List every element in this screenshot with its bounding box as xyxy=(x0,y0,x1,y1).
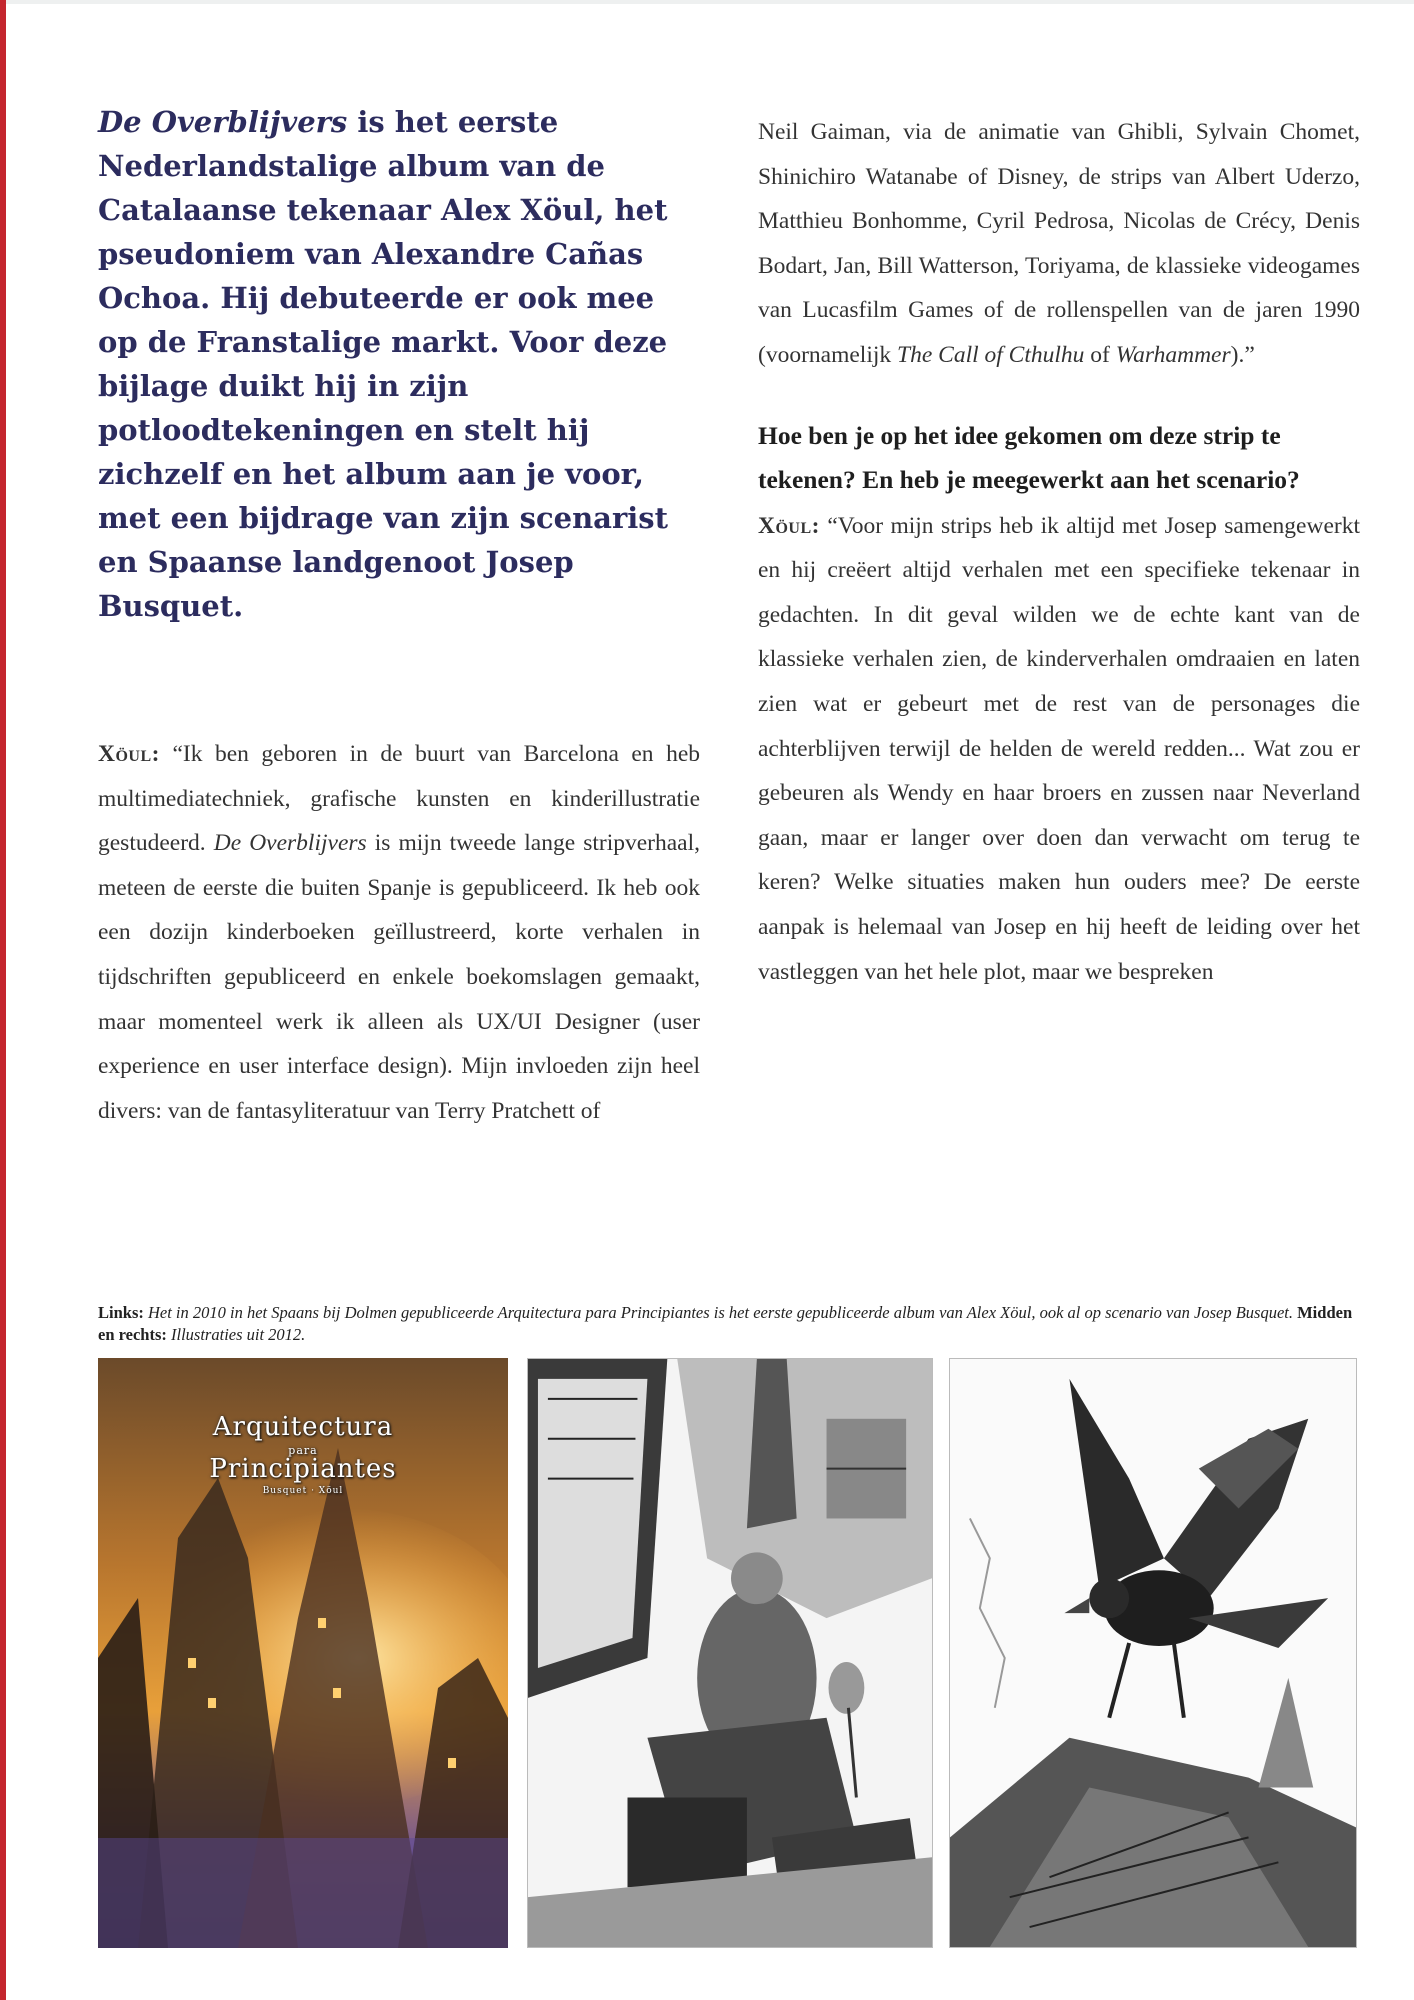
page-top-edge xyxy=(6,0,1414,4)
speaker-label: Xöul: xyxy=(758,512,820,539)
cover-title-line2: para xyxy=(288,1444,318,1457)
intro-text: is het eerste Nederlandstalige album van de Catalaanse tekenaar Alex Xöul, het pseudoniem van Alexandre Cañas Ochoa. Hij debuteerde er ook mee op de Franstalige markt. Voor deze bijlage duikt hij in zijn potloodtekeningen en stelt hij zichzelf en het album aan je voor, met een bijdrage van zijn scenarist en Spaanse landgenoot Josep Busquet. xyxy=(98,105,668,623)
cover-title-line3: Principiantes xyxy=(209,1454,397,1484)
cover-image-arquitectura xyxy=(98,1358,508,1948)
cover-credits: Busquet · Xöul xyxy=(262,1486,344,1496)
interview-answer-2 xyxy=(758,504,1360,995)
answer-text: “Ik ben geboren in de buurt van Barcelona en heb multimediatechniek, grafische kunsten en kinderillustratie gestudeerd. xyxy=(98,741,700,857)
caption-label-middle-right: Midden en rechts: xyxy=(98,1303,1353,1344)
album-title-inline: De Overblijvers xyxy=(213,830,367,857)
answer-text: of xyxy=(1084,341,1116,368)
ink-drawing-street xyxy=(528,1359,932,1947)
left-column xyxy=(98,100,700,1133)
caption-label-left: Links: xyxy=(98,1303,144,1322)
answer-text: Neil Gaiman, via de animatie van Ghibli, Sylvain Chomet, Shinichiro Watanabe of Disney, de strips van Albert Uderzo, Matthieu Bonhomme, Cyril Pedrosa, Nicolas de Crécy, Denis Bodart, Jan, Bill Watterson, Toriyama, de klassieke videogames van Lucasfilm Games of de rollenspellen van de jaren 1990 (voornamelijk xyxy=(758,119,1360,368)
illustration-street-scene xyxy=(527,1358,933,1948)
interview-answer-1-cont xyxy=(758,110,1360,378)
game-title: The Call of Cthulhu xyxy=(897,341,1085,368)
intro-paragraph xyxy=(98,100,700,628)
answer-text: ).” xyxy=(1230,341,1255,368)
interview-question: Hoe ben je op het idee gekomen om deze strip te tekenen? En heb je meegewerkt aan het scenario? xyxy=(758,420,1300,494)
caption-text: Het in 2010 in het Spaans bij Dolmen gepubliceerde Arquitectura para Principiantes is het eerste gepubliceerde album van Alex Xöul, ook al op scenario van Josep Busquet. xyxy=(143,1303,1298,1322)
ink-drawing-eagle xyxy=(950,1359,1356,1947)
caption-text: Illustraties uit 2012. xyxy=(166,1325,306,1344)
speaker-label: Xöul: xyxy=(98,741,160,767)
image-caption xyxy=(98,1302,1358,1346)
page-border xyxy=(0,0,6,2000)
album-title: De Overblijvers xyxy=(98,105,348,139)
illustration-eagle xyxy=(949,1358,1357,1948)
interview-answer-1 xyxy=(98,732,700,1133)
cover-title-line1: Arquitectura xyxy=(212,1412,394,1442)
answer-text: “Voor mijn strips heb ik altijd met Josep samengewerkt en hij creëert altijd verhalen met een specifieke tekenaar in gedachten. In dit geval wilden we de echte kant van de klassieke verhalen zien, de kinderverhalen omdraaien en laten zien wat er gebeurt met de rest van de personages die achterblijven terwijl de helden de wereld redden... Wat zou er gebeuren als Wendy en haar broers en zussen naar Neverland gaan, maar er langer over doen dan verwacht om terug te keren? Welke situaties maken hun ouders mee? De eerste aanpak is helemaal van Josep en hij heeft de leiding over het vastleggen van het hele plot, maar we bespreken xyxy=(758,512,1360,985)
right-column xyxy=(758,110,1360,994)
game-title: Warhammer xyxy=(1115,341,1231,368)
answer-text-cont: is mijn tweede lange stripverhaal, meteen de eerste die buiten Spanje is gepubliceerd. Ik heb ook een dozijn kinderboeken geïllustreerd, korte verhalen in tijdschriften gepubliceerd en enkele boekomslagen gemaakt, maar momenteel werk ik alleen als UX/UI Designer (user experience en user interface design). Mijn invloeden zijn heel divers: van de fantasyliteratuur van Terry Pratchett of xyxy=(98,830,700,1124)
